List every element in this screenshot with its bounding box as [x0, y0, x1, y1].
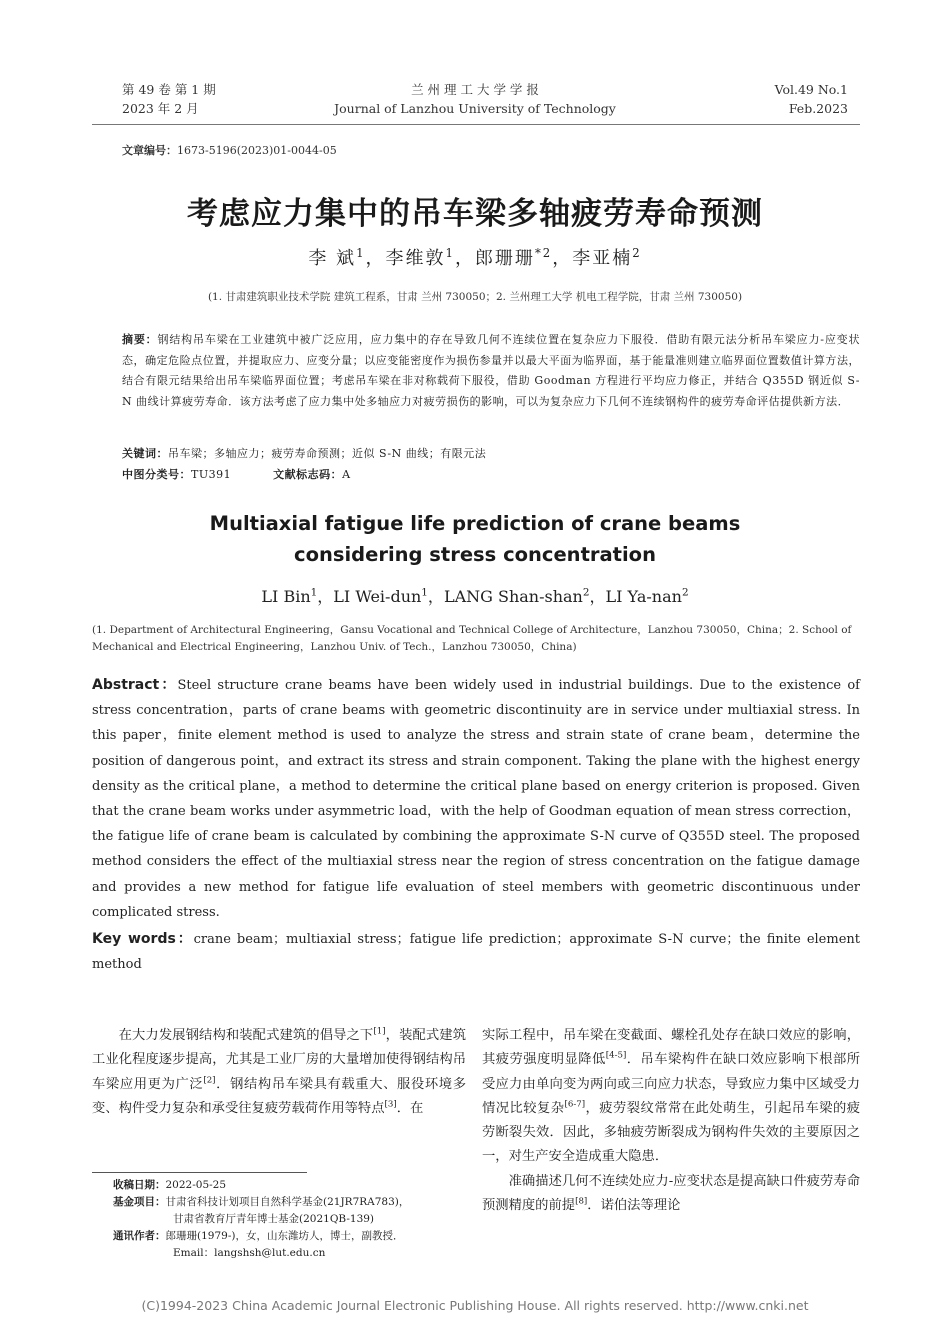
- author-affil-sup: 2: [582, 586, 590, 599]
- keywords-en-text: crane beam；multiaxial stress；fatigue life prediction；approximate S-N curve；the finite element method: [92, 932, 860, 973]
- title-cn: 考虑应力集中的吊车梁多轴疲劳寿命预测: [187, 196, 763, 232]
- author-en[interactable]: LI Ya-nan: [605, 587, 682, 606]
- body-right-column: [482, 1024, 860, 1218]
- body-text: ，装配式建筑工业化程度逐步提高，尤其是工业厂房的大量增加使得钢结构吊车梁应用更为广泛: [92, 1028, 467, 1092]
- body-text: ．在: [396, 1100, 424, 1116]
- body-left-column: [92, 1024, 466, 1121]
- date-en: Feb.2023: [788, 101, 848, 116]
- body-text: 实际工程中，吊车梁在变截面、螺栓孔处存在缺口效应的影响，其疲劳强度明显降低: [482, 1028, 860, 1068]
- body-text: 准确描述几何不连续处应力-应变状态是提高缺口件疲劳寿命预测精度的前提: [482, 1173, 860, 1214]
- abstract-en-text: Steel structure crane beams have been widely used in industrial buildings. Due to the existence of stress concentration，parts of crane beams with geometric discontinuity are in service under multiaxial stress. In this paper，finite element method is used to analyze the stress and strain state of crane beam，determine the position of dangerous point，and extract its stress and strain component. Taking the plane with the highest energy density as the critical plane，a method to determine the critical plane based on energy criterion is proposed. Given that the crane beam works under asymmetric load，with the help of Goodman equation of mean stress correction，the fatigue life of crane beam is calculated by combining the approximate S-N curve of Q355D steel. The proposed method considers the effect of the multiaxial stress near the region of stress concentration on the fatigue damage and provides a new method for fatigue life evaluation of steel members with geometric discontinuous under complicated stress.: [92, 678, 860, 920]
- corresponding-author: [113, 1228, 473, 1245]
- journal-name-cn: 兰 州 理 工 大 学 学 报: [411, 82, 539, 97]
- author-affil-sup: 2: [681, 586, 689, 599]
- clc-label: 中图分类号：: [122, 468, 191, 481]
- authors-cn: 李 斌$^1$，李维敦$^1$，郎珊珊$^{*2}$，李亚楠$^2$: [308, 246, 642, 269]
- citation[interactable]: [3]: [384, 1099, 397, 1110]
- corr-label: 通讯作者：: [113, 1230, 166, 1242]
- keywords-cn-text: 吊车梁；多轴应力；疲劳寿命预测；近似 S-N 曲线；有限元法: [168, 447, 487, 460]
- doc-code-value: A: [342, 468, 351, 481]
- date-cn: 2023 年 2 月: [122, 101, 199, 116]
- fund-cont: 甘肃省教育厅青年博士基金(2021QB-139): [173, 1213, 375, 1225]
- author-cn[interactable]: 郎珊珊: [474, 248, 535, 269]
- body-text: ．钢结构吊车梁具有载重大、服役环境多变、构件受力复杂和承受往复疲劳载荷作用等特点: [92, 1076, 467, 1116]
- body-text: ，疲劳裂纹常常在此处萌生，引起吊车梁的疲劳断裂失效．因此，多轴疲劳断裂成为钢构件失效的主要原因之一，对生产安全造成重大隐患．: [482, 1100, 861, 1165]
- author-affil-sup: 2: [632, 246, 642, 260]
- author-en[interactable]: LI Wei-dun: [333, 587, 422, 606]
- keywords-en: [92, 927, 860, 977]
- body-text: ．诺伯法等理论: [587, 1198, 681, 1214]
- journal-name-en: Journal of Lanzhou University of Technology: [334, 101, 616, 116]
- abstract-cn: [122, 330, 860, 413]
- received-label: 收稿日期：: [113, 1179, 166, 1191]
- body-paragraph: [482, 1024, 860, 1170]
- author-affil-sup: *2: [534, 246, 553, 260]
- header-rule: [92, 124, 860, 125]
- abstract-en-label: Abstract：: [92, 677, 178, 693]
- citation[interactable]: [2]: [203, 1075, 216, 1086]
- footnotes: [113, 1177, 473, 1262]
- citation[interactable]: [1]: [373, 1026, 386, 1037]
- copyright-footer: (C)1994-2023 China Academic Journal Electronic Publishing House. All rights reserved. http://www.cnki.net: [141, 1298, 809, 1313]
- author-affil-sup: 1: [445, 246, 455, 260]
- keywords-cn: [122, 444, 860, 465]
- body-paragraph: [482, 1170, 860, 1219]
- author-cn[interactable]: 李 斌: [308, 248, 357, 269]
- corr-email[interactable]: Email：langshsh@lut.edu.cn: [173, 1247, 326, 1259]
- authors-en: LI Bin$^1$，LI Wei-dun$^1$，LANG Shan-shan$^2$，LI Ya-nan$^2$: [261, 586, 689, 606]
- abstract-en: [92, 673, 860, 925]
- abstract-cn-label: 摘要：: [122, 333, 158, 346]
- title-en-line2: considering stress concentration: [294, 543, 656, 566]
- citation[interactable]: [8]: [575, 1196, 588, 1207]
- fund: [113, 1194, 473, 1211]
- author-affil-sup: 1: [310, 586, 318, 599]
- affiliation-en: (1. Department of Architectural Engineering，Gansu Vocational and Technical College of Architecture，Lanzhou 730050，China；2. School of Mechanical and Electrical Engineering，Lanzhou Univ. of Tech.，Lanzhou 730050，China): [92, 624, 852, 653]
- received-date: [113, 1177, 473, 1194]
- author-en[interactable]: LANG Shan-shan: [443, 587, 583, 606]
- body-text: ．吊车梁构件在缺口效应影响下根部所受应力由单向变为两向或三向应力状态，导致应力集中区域受力情况比较复杂: [482, 1052, 861, 1116]
- footnote-rule: [92, 1172, 307, 1173]
- corr-line: 郎珊珊(1979-)，女，山东潍坊人，博士，副教授．: [165, 1230, 404, 1242]
- article-number-label: 文章编号：: [122, 144, 177, 157]
- affiliation-cn: (1. 甘肃建筑职业技术学院 建筑工程系，甘肃 兰州 730050；2. 兰州理工大学 机电工程学院，甘肃 兰州 730050): [207, 291, 743, 303]
- article-number: [122, 142, 337, 158]
- fund-line: 甘肃省科技计划项目自然科学基金(21JR7RA783)，: [165, 1196, 410, 1208]
- received-value: 2022-05-25: [165, 1179, 227, 1191]
- classification: [122, 465, 860, 486]
- volume-issue-cn: 第 49 卷 第 1 期: [122, 82, 216, 97]
- abstract-cn-text: 钢结构吊车梁在工业建筑中被广泛应用，应力集中的存在导致几何不连续位置在复杂应力下服役．借助有限元法分析吊车梁应力-应变状态，确定危险点位置，并提取应力、应变分量；以应变能密度作为损伤参量并以最大平面为临界面，基于能量准则建立临界面位置数值计算方法，结合有限元结果给出吊车梁临界面位置；考虑吊车梁在非对称载荷下服役，借助 Goodman 方程进行平均应力修正，并结合 Q355D 钢近似 S-N 曲线计算疲劳寿命．该方法考虑了应力集中处多轴应力对疲劳损伤的影响，可以为复杂应力下几何不连续钢构件的疲劳寿命评估提供新方法．: [122, 333, 861, 409]
- citation[interactable]: [6-7]: [564, 1099, 586, 1110]
- author-cn[interactable]: 李亚楠: [572, 248, 633, 269]
- article-number-value: 1673-5196(2023)01-0044-05: [177, 144, 337, 157]
- author-en[interactable]: LI Bin: [261, 587, 311, 606]
- clc-value: TU391: [191, 468, 232, 481]
- citation[interactable]: [4-5]: [605, 1050, 627, 1061]
- header-right: [775, 80, 848, 118]
- body-text: 在大力发展钢结构和装配式建筑的倡导之下: [118, 1028, 374, 1043]
- keywords-cn-label: 关键词：: [122, 447, 168, 460]
- author-affil-sup: 1: [421, 586, 428, 599]
- fund-label: 基金项目：: [113, 1196, 166, 1208]
- author-affil-sup: 1: [356, 246, 366, 260]
- title-en-line1: Multiaxial fatigue life prediction of crane beams: [209, 512, 741, 535]
- keywords-en-label: Key words：: [92, 931, 194, 947]
- doc-code-label: 文献标志码：: [273, 468, 343, 481]
- volume-issue-en: Vol.49 No.1: [774, 82, 848, 97]
- author-cn[interactable]: 李维敦: [385, 248, 446, 269]
